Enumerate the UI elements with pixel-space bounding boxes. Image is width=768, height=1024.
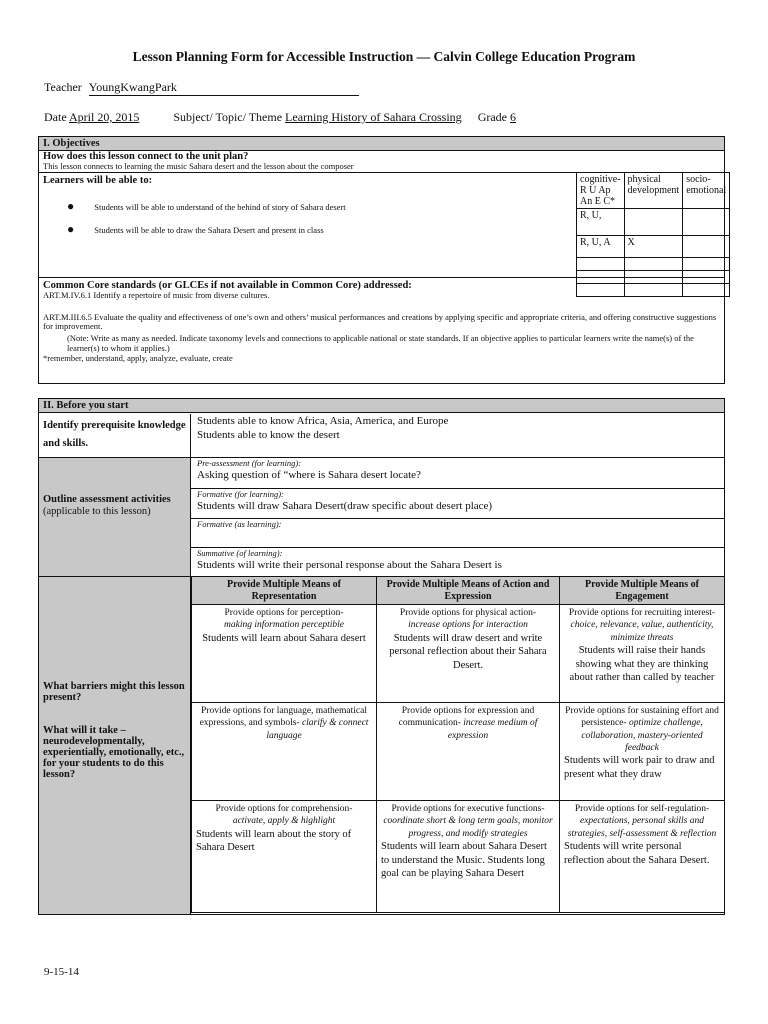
standard-1: ART.M.IV.6.1 Identify a repertoire of music from diverse cultures. xyxy=(43,289,270,300)
udl-response: Students will write personal reflection about the Sahara Desert. xyxy=(564,841,710,866)
udl-prompt: Provide options for recruiting interest- xyxy=(568,608,716,618)
summative-row xyxy=(191,548,724,577)
udl-cell xyxy=(560,801,725,913)
bullet-icon: ● xyxy=(67,198,75,213)
objective-text: Students will be able to draw the Sahara Desert and present in class xyxy=(94,224,324,235)
udl-table xyxy=(191,576,725,913)
udl-hint: expectations, personal skills and strategies, self-assessment & reflection xyxy=(567,816,717,839)
col-action-expression: Provide Multiple Means of Action and Expression xyxy=(377,577,560,605)
empty-cell xyxy=(577,283,625,296)
udl-cell xyxy=(192,801,377,913)
prereq-2: Students able to know the desert xyxy=(197,428,340,441)
col-engagement: Provide Multiple Means of Engagement xyxy=(560,577,725,605)
taxonomy-grid xyxy=(576,172,730,297)
before-section xyxy=(38,398,725,915)
grade-label: Grade xyxy=(477,110,508,124)
empty-cell xyxy=(683,283,730,296)
summ-text: Students will write their personal response about the Sahara Desert is xyxy=(197,558,502,571)
udl-prompt: Provide options for executive functions- xyxy=(391,804,545,814)
udl-cell xyxy=(192,605,377,703)
udl-prompt: Provide options for self-regulation- xyxy=(574,804,710,814)
udl-cell xyxy=(377,605,560,703)
pre-text: Asking question of “where is Sahara desert locate? xyxy=(197,468,421,481)
socio-cell xyxy=(683,208,730,235)
udl-response: Students will draw desert and write personal reflection about their Sahara Desert. xyxy=(389,632,547,671)
standard-2: ART.M.III.6.5 Evaluate the quality and effectiveness of one’s own and others’ musical performances and creations by applying specific and appropriate criteria, and offering constructive suggestions for improvement. xyxy=(43,311,717,332)
udl-hint: making information perceptible xyxy=(224,620,344,631)
subject-value: Learning History of Sahara Crossing xyxy=(285,110,462,124)
grade-value: 6 xyxy=(510,110,517,124)
formative-for-row xyxy=(191,489,724,519)
udl-hint: increase options for interaction xyxy=(408,620,528,631)
objectives-section xyxy=(38,136,725,384)
barriers-label: What barriers might this lesson present? xyxy=(43,681,185,703)
empty-cell xyxy=(624,283,683,296)
take-label: What will it take – neurodevelopmentally, experientially, emotionally, etc., for your students to do this lesson? xyxy=(43,725,185,780)
pre-label: Pre-assessment (for learning): xyxy=(197,458,302,468)
udl-cell xyxy=(560,605,725,703)
udl-prompt: Provide options for language, mathematical expressions, and symbols- xyxy=(199,706,367,729)
physical-cell xyxy=(624,208,683,235)
udl-response: Students will learn about Sahara desert xyxy=(202,632,366,644)
udl-hint: clarify & connect language xyxy=(266,718,369,741)
teacher-line xyxy=(44,80,359,96)
teacher-label: Teacher xyxy=(44,80,82,94)
empty-cell xyxy=(624,270,683,283)
date-line xyxy=(44,110,516,125)
col-physical: physical development xyxy=(624,172,683,208)
taxonomy-footnote: *remember, understand, apply, analyze, evaluate, create xyxy=(43,352,233,363)
pre-assessment-row xyxy=(191,458,724,489)
prereq-content xyxy=(191,414,724,458)
prereq-label: Identify prerequisite knowledge and skills. xyxy=(43,420,186,449)
udl-prompt: Provide options for comprehension- xyxy=(215,804,353,814)
udl-cell xyxy=(192,703,377,801)
empty-cell xyxy=(577,257,625,270)
udl-hint: coordinate short & long term goals, monitor progress, and modify strategies xyxy=(383,816,553,839)
connect-question: How does this lesson connect to the unit plan? xyxy=(43,151,249,162)
physical-cell: X xyxy=(624,235,683,257)
cognitive-cell: R, U, xyxy=(577,208,625,235)
udl-response: Students will learn about the story of Sahara Desert xyxy=(196,828,352,854)
udl-cell xyxy=(560,703,725,801)
standards-note: (Note: Write as many as needed. Indicate taxonomy levels and connections to applicable national or state standards. If an objective applies to particular learners write the name(s) of the learner(s) to whom it applies.) xyxy=(67,333,694,353)
footer-date: 9-15-14 xyxy=(44,966,79,978)
subject-label: Subject/ Topic/ Theme xyxy=(173,110,283,124)
teacher-name: YoungKwangPark xyxy=(89,80,359,96)
objective-item xyxy=(67,197,346,215)
empty-cell xyxy=(624,257,683,270)
socio-cell xyxy=(683,235,730,257)
date-label: Date xyxy=(44,110,67,124)
udl-hint: activate, apply & highlight xyxy=(232,816,336,827)
empty-cell xyxy=(683,270,730,283)
unit-connection xyxy=(39,151,724,173)
objective-item xyxy=(67,220,324,238)
assess-label: Outline assessment activities xyxy=(43,494,171,505)
udl-prompt: Provide options for sustaining effort and persistence- xyxy=(565,706,719,729)
udl-hint: choice, relevance, value, authenticity, minimize threats xyxy=(570,620,714,643)
udl-response: Students will work pair to draw and present what they draw xyxy=(564,755,715,781)
date-value: April 20, 2015 xyxy=(69,110,140,124)
learners-block xyxy=(39,173,727,278)
bullet-icon: ● xyxy=(67,221,75,236)
assess-sub: (applicable to this lesson) xyxy=(43,506,151,517)
udl-cell xyxy=(377,703,560,801)
form2-label: Formative (as learning): xyxy=(197,519,282,529)
formative-as-row xyxy=(191,519,724,548)
udl-cell xyxy=(377,801,560,913)
col-representation: Provide Multiple Means of Representation xyxy=(192,577,377,605)
barriers-label-cell xyxy=(39,577,191,914)
udl-hint: increase medium of expression xyxy=(447,718,538,741)
col-socio: socio-emotional xyxy=(683,172,730,208)
prereq-label-cell xyxy=(39,414,191,458)
udl-prompt: Provide options for perception- xyxy=(224,608,344,618)
udl-prompt: Provide options for expression and communication- xyxy=(398,706,535,729)
udl-hint: optimize challenge, collaboration, mastery-oriented feedback xyxy=(581,718,703,754)
udl-prompt: Provide options for physical action- xyxy=(399,608,537,618)
col-cognitive: cognitive- R U Ap An E C* xyxy=(577,172,625,208)
empty-cell xyxy=(683,257,730,270)
form1-label: Formative (for learning): xyxy=(197,489,284,499)
learners-label: Learners will be able to: xyxy=(43,174,153,186)
before-header: II. Before you start xyxy=(39,399,724,413)
objective-text: Students will be able to understand of the behind of story of Sahara desert xyxy=(94,201,346,212)
empty-cell xyxy=(577,270,625,283)
summ-label: Summative (of learning): xyxy=(197,548,283,558)
form1-text: Students will draw Sahara Desert(draw specific about desert place) xyxy=(197,499,493,512)
prereq-1: Students able to know Africa, Asia, America, and Europe xyxy=(197,415,449,427)
udl-response: Students will raise their hands showing what they are thinking about rather than called by teacher xyxy=(569,645,715,684)
standards-label: Common Core standards (or GLCEs if not available in Common Core) addressed: xyxy=(43,279,412,291)
objectives-header: I. Objectives xyxy=(39,137,724,151)
cognitive-cell: R, U, A xyxy=(577,235,625,257)
connect-answer: This lesson connects to learning the music Sahara desert and the lesson about the composer xyxy=(43,161,354,171)
udl-response: Students will learn about Sahara Desert to understand the Music. Students long goal can be playing Sahara Desert xyxy=(381,841,547,880)
page-title: Lesson Planning Form for Accessible Instruction — Calvin College Education Program xyxy=(132,49,636,64)
assessment-label-cell xyxy=(39,458,191,577)
